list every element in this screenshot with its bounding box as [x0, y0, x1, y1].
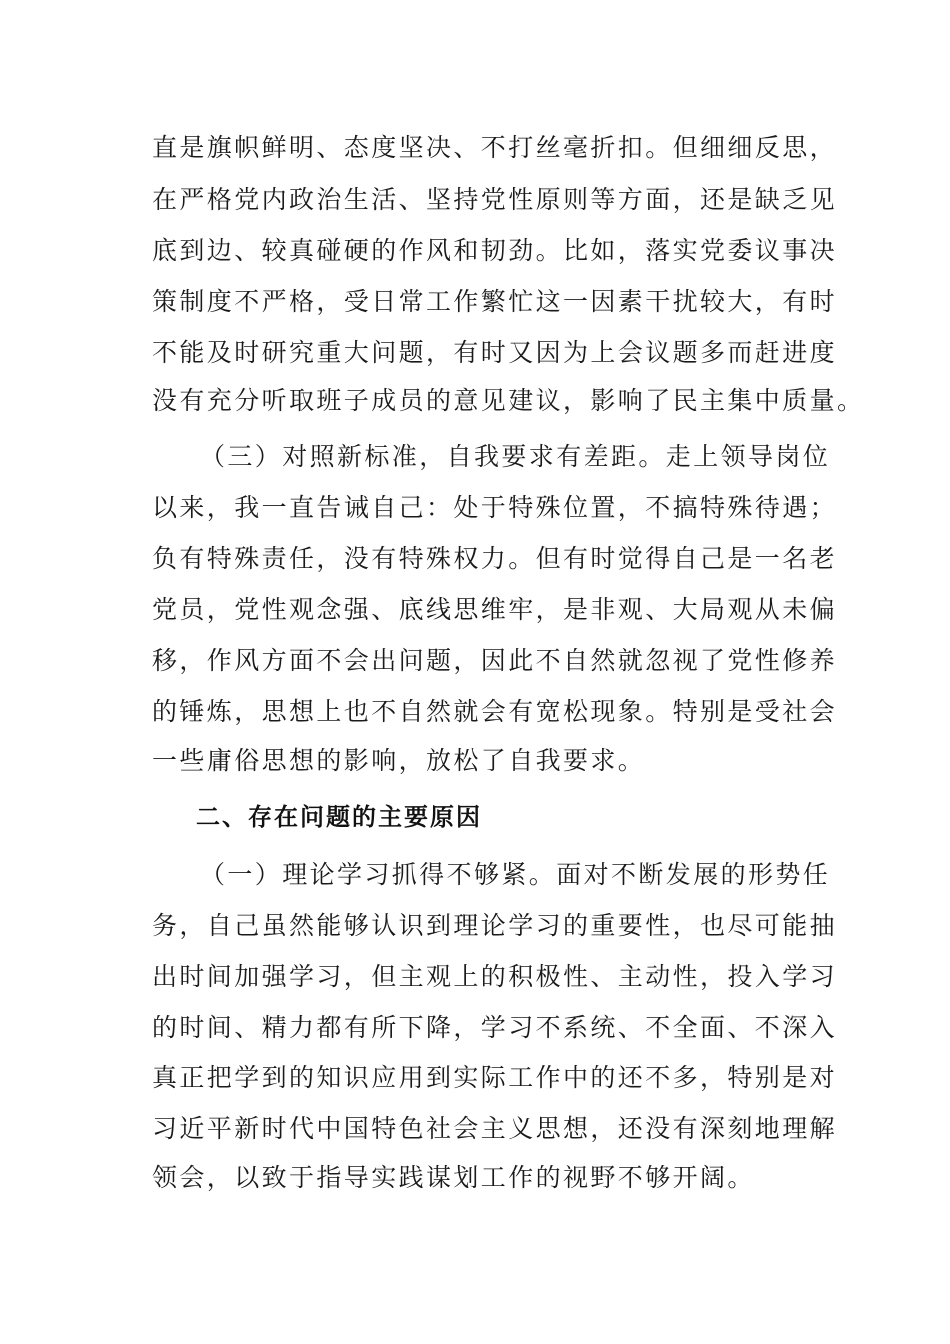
para2-line-1: （三）对照新标准，自我要求有差距。走上领导岗位 — [200, 442, 831, 471]
para2-line-5: 移，作风方面不会出问题，因此不自然就忽视了党性修养 — [152, 646, 838, 675]
section-heading: 二、存在问题的主要原因 — [196, 803, 482, 831]
para1-line-3: 底到边、较真碰硬的作风和韧劲。比如，落实党委议事决 — [152, 236, 838, 265]
para2-line-4: 党员，党性观念强、底线思维牢，是非观、大局观从未偏 — [152, 595, 838, 624]
para2-line-7: 一些庸俗思想的影响，放松了自我要求。 — [152, 746, 646, 775]
para3-line-2: 务，自己虽然能够认识到理论学习的重要性，也尽可能抽 — [152, 911, 838, 940]
para2-line-3: 负有特殊责任，没有特殊权力。但有时觉得自己是一名老 — [152, 544, 838, 573]
para2-line-6: 的锤炼，思想上也不自然就会有宽松现象。特别是受社会 — [152, 697, 838, 726]
para3-line-4: 的时间、精力都有所下降，学习不系统、不全面、不深入 — [152, 1013, 838, 1042]
para1-line-4: 策制度不严格，受日常工作繁忙这一因素干扰较大，有时 — [152, 287, 838, 316]
para1-line-2: 在严格党内政治生活、坚持党性原则等方面，还是缺乏见 — [152, 185, 838, 214]
para3-line-5: 真正把学到的知识应用到实际工作中的还不多，特别是对 — [152, 1063, 838, 1092]
para3-line-6: 习近平新时代中国特色社会主义思想，还没有深刻地理解 — [152, 1114, 838, 1143]
para3-line-1: （一）理论学习抓得不够紧。面对不断发展的形势任 — [200, 860, 831, 889]
para1-line-6: 没有充分听取班子成员的意见建议，影响了民主集中质量。 — [152, 386, 865, 415]
para1-line-5: 不能及时研究重大问题，有时又因为上会议题多而赶进度 — [152, 338, 838, 367]
para2-line-2: 以来，我一直告诫自己：处于特殊位置，不搞特殊待遇； — [152, 493, 838, 522]
para1-line-1: 直是旗帜鲜明、态度坚决、不打丝毫折扣。但细细反思， — [152, 133, 838, 162]
para3-line-7: 领会，以致于指导实践谋划工作的视野不够开阔。 — [152, 1163, 755, 1192]
para3-line-3: 出时间加强学习，但主观上的积极性、主动性，投入学习 — [152, 962, 838, 991]
